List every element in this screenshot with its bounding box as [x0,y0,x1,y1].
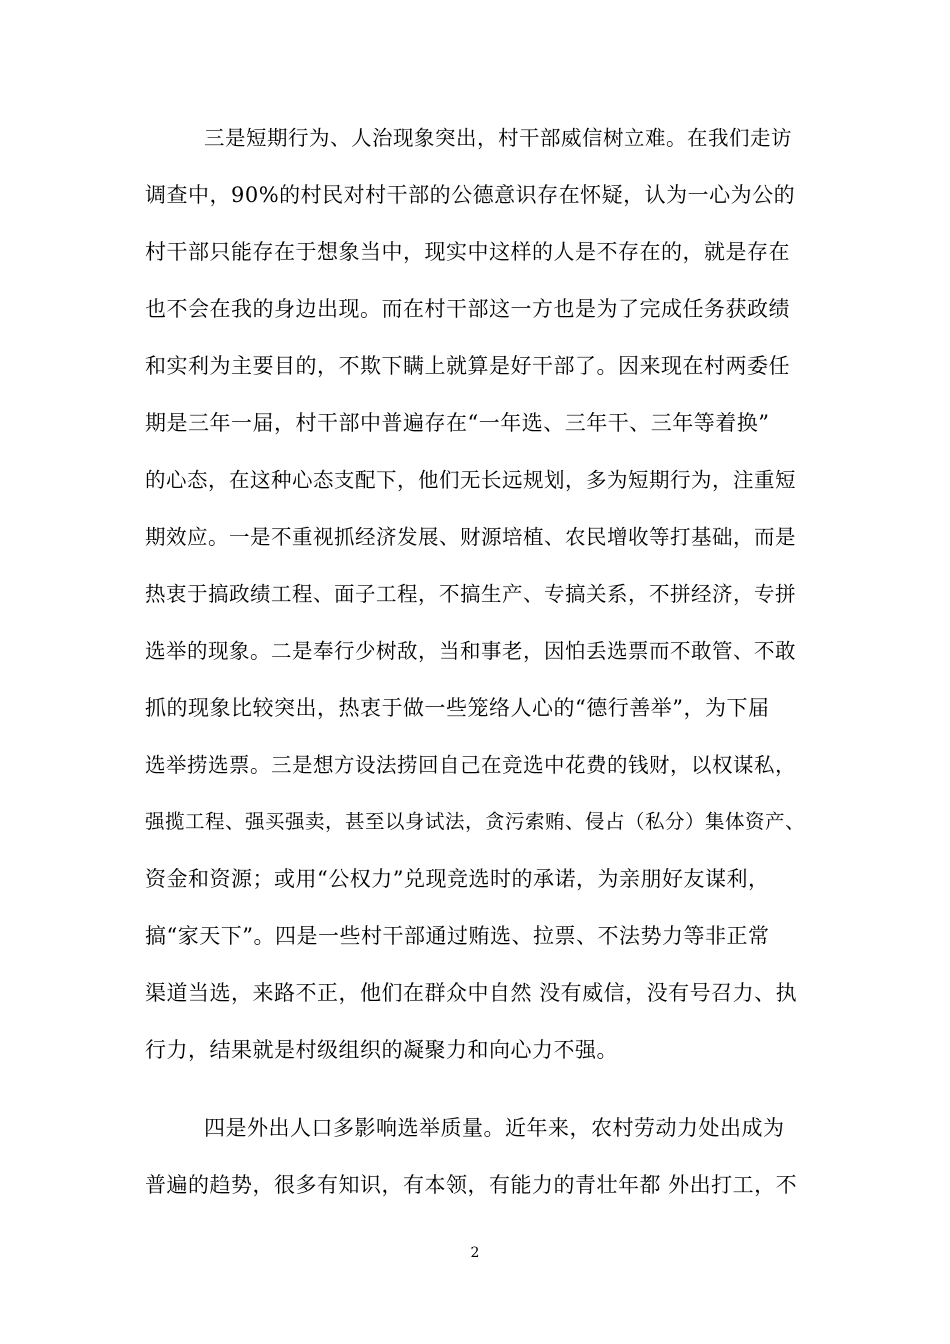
paragraph-1-line-1: 三是短期行为、人治现象突出，村干部威信树立难。在我们走访 [204,126,792,150]
paragraph-1-line-4: 也不会在我的身边出现。而在村干部这一方也是为了完成任务获政绩 [145,297,790,321]
paragraph-1-line-11: 抓的现象比较突出，热衷于做一些笼络人心的“德行善举”，为下届 [145,696,770,720]
paragraph-1-line-3: 村干部只能存在于想象当中，现实中这样的人是不存在的，就是存在 [145,240,790,264]
paragraph-1-line-8: 期效应。一是不重视抓经济发展、财源培植、农民增收等打基础，而是 [145,525,796,549]
paragraph-1-line-15: 搞“家天下”。四是一些村干部通过贿选、拉票、不法势力等非正常 [145,924,770,948]
paragraph-1-line-14: 资金和资源；或用“公权力”兑现竞选时的承诺，为亲朋好友谋利， [145,867,770,891]
paragraph-1-line-12: 选举捞选票。三是想方设法捞回自己在竞选中花费的钱财，以权谋私， [145,753,796,777]
paragraph-1-line-10: 选举的现象。二是奉行少树敌，当和事老，因怕丢选票而不敢管、不敢 [145,639,796,663]
paragraph-1-line-16: 渠道当选，来路不正，他们在群众中自然 没有威信，没有号召力、执 [145,981,798,1005]
paragraph-2-line-1: 四是外出人口多影响选举质量。近年来，农村劳动力处出成为 [204,1116,785,1140]
paragraph-1-line-13: 强揽工程、强买强卖，甚至以身试法，贪污索贿、侵占（私分）集体资产、 [145,810,806,833]
paragraph-1-line-5: 和实利为主要目的，不欺下瞒上就算是好干部了。因来现在村两委任 [145,354,790,378]
paragraph-2-line-2: 普遍的趋势，很多有知识，有本领，有能力的青壮年都 外出打工，不 [145,1173,798,1197]
paragraph-1-line-6: 期是三年一届，村干部中普遍存在“一年选、三年干、三年等着换” [145,411,770,435]
paragraph-1-line-9: 热衷于搞政绩工程、面子工程，不搞生产、专搞关系，不拼经济，专拼 [145,582,796,606]
page-number: 2 [470,1245,480,1261]
paragraph-1-line-17: 行力，结果就是村级组织的凝聚力和向心力不强。 [145,1038,618,1062]
paragraph-1-line-7: 的心态，在这种心态支配下，他们无长远规划，多为短期行为，注重短 [145,468,796,492]
paragraph-1-line-2: 调查中，90%的村民对村干部的公德意识存在怀疑，认为一心为公的 [145,183,796,207]
